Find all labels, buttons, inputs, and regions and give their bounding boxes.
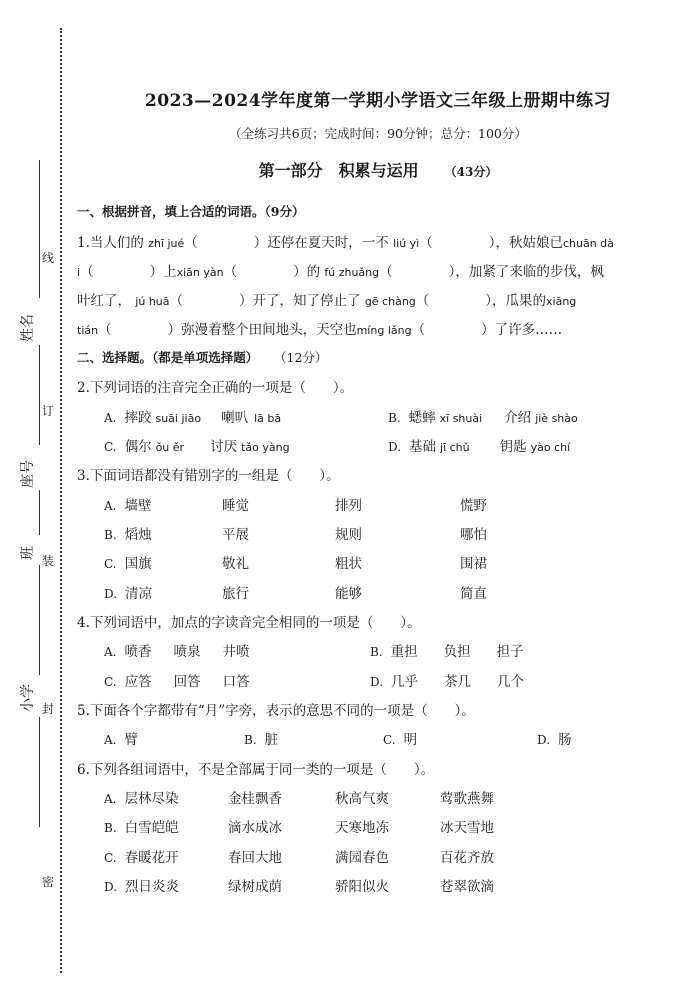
option-label: D.: [104, 587, 118, 601]
word: 喇叭: [221, 410, 249, 426]
pinyin: gē chàng: [364, 295, 416, 308]
word: 回答: [173, 674, 201, 690]
option-label: B.: [244, 733, 257, 747]
q2-option-d[interactable]: [388, 435, 570, 455]
section2-title: 二、选择题。（都是单项选择题）: [77, 350, 259, 365]
pinyin: jú huā: [135, 295, 170, 308]
word: 几个: [497, 674, 525, 690]
option-label: C.: [104, 557, 117, 571]
word: 满园春色: [335, 850, 389, 866]
s1-text: 的: [306, 264, 321, 280]
word: 慌野: [460, 498, 487, 514]
s1-line-4: tián（ ）弥漫着整个田间地头，天空也míng lǎng（ ）了许多……: [77, 322, 563, 338]
q4-option-c[interactable]: [104, 670, 250, 690]
option-label: D.: [370, 675, 384, 689]
pinyin: xiāng: [546, 295, 577, 308]
option-label: A.: [104, 411, 117, 425]
word: 脏: [264, 732, 279, 748]
word: 几乎: [391, 674, 419, 690]
option-label: C.: [104, 440, 117, 454]
seat-underline: [39, 345, 40, 445]
pinyin: jī chǔ: [440, 441, 470, 454]
word: 喷泉: [173, 644, 201, 660]
exam-subtitle: （全练习共6页；完成时间：90分钟；总分：100分）: [229, 126, 527, 141]
word: 骄阳似火: [335, 879, 389, 895]
part-score: （43分）: [444, 165, 498, 179]
q3-stem: 3.下面词语都没有错别字的一组是（ ）。: [77, 468, 340, 484]
q5-stem: 5.下面各个字都带有“月”字旁，表示的意思不同的一项是（ ）。: [77, 703, 475, 719]
class-underline: [39, 490, 40, 535]
word: 重担: [390, 644, 418, 660]
word: 围裙: [460, 556, 487, 572]
s1-text: ，瓜果的: [492, 293, 547, 309]
word: 平展: [222, 527, 249, 543]
q3-option-c[interactable]: [104, 552, 152, 572]
school-underline-2: [39, 717, 40, 827]
word: 井喷: [222, 644, 250, 660]
word: 绿树成荫: [228, 879, 282, 895]
q5-option-b[interactable]: [244, 728, 278, 748]
pinyin: ǒu ěr: [155, 441, 185, 454]
word: 敬礼: [222, 556, 249, 572]
binding-char-feng: 封: [42, 702, 55, 716]
option-label: D.: [388, 440, 402, 454]
option-label: C.: [104, 851, 117, 865]
s1-text: ，加紧了来临的步伐，枫: [455, 264, 604, 280]
q4-option-a[interactable]: [104, 640, 249, 660]
s1-text: 叶红了，: [77, 293, 131, 309]
option-label: A.: [104, 645, 117, 659]
s1-text: ，秋姑娘已: [495, 235, 563, 251]
binding-char-ding: 订: [42, 404, 55, 418]
name-underline: [39, 160, 40, 298]
word: 臂: [124, 732, 138, 748]
s1-line-1: 1.当人们的 zhī jué（ ）还停在夏天时，一不 liú yì（ ），秋姑娘已chuān dà: [77, 235, 614, 251]
word: 偶尔: [124, 439, 152, 455]
word: 钥匙: [499, 439, 527, 455]
pinyin: tián: [77, 324, 99, 337]
word: 清凉: [125, 586, 153, 602]
option-label: A.: [104, 733, 117, 747]
word: 蟋蟀: [408, 410, 436, 426]
word: 哪怕: [460, 527, 487, 543]
q2-option-c[interactable]: [104, 435, 290, 455]
word: 墙壁: [124, 498, 152, 514]
s1-line-2: i（ ）上xiān yàn（ ）的 fú zhuǎng（ ），加紧了来临的步伐，枫: [77, 264, 604, 280]
word: 睡觉: [222, 498, 249, 514]
q4-option-d[interactable]: [370, 670, 524, 690]
pinyin: míng lǎng: [356, 324, 412, 337]
word: 规则: [335, 527, 362, 543]
s1-text: 上: [163, 264, 177, 280]
word: 金桂飘香: [228, 791, 282, 807]
word: 层林尽染: [124, 791, 179, 807]
section1-heading: 一、根据拼音，填上合适的词语。（9分）: [77, 204, 305, 219]
word: 苍翠欲滴: [440, 879, 494, 895]
q4-option-b[interactable]: [370, 640, 524, 660]
s1-text: 了许多……: [494, 322, 563, 338]
pinyin: xiān yàn: [176, 266, 224, 279]
school-label: 小学: [20, 684, 36, 712]
school-underline: [39, 565, 40, 675]
s1-line-3: 叶红了， jú huā（ ）开了，知了停止了 gē chàng（ ），瓜果的xiāng: [77, 293, 577, 309]
q6-option-c[interactable]: [104, 846, 179, 866]
word: 简直: [460, 586, 487, 602]
q2-option-b[interactable]: [388, 406, 578, 426]
pinyin: tǎo yàng: [241, 441, 290, 454]
pinyin: zhī jué: [148, 237, 185, 250]
word: 冰天雪地: [440, 820, 494, 836]
word: 百花齐放: [440, 850, 494, 866]
pinyin: liú yì: [393, 237, 420, 250]
word: 春回大地: [228, 850, 282, 866]
q4-stem: 4.下列词语中，加点的字读音完全相同的一项是（ ）。: [77, 615, 421, 631]
option-label: B.: [388, 411, 401, 425]
class-label: 班: [20, 546, 36, 560]
word: 国旗: [124, 556, 152, 572]
binding-char-xian: 线: [42, 251, 55, 265]
seat-label: 座号: [20, 460, 36, 488]
part-heading: [68, 158, 688, 181]
word: 肠: [558, 732, 572, 748]
word: 明: [403, 732, 418, 748]
word: 喷香: [124, 644, 152, 660]
s1-text: 1.当人们的: [77, 235, 144, 251]
q6-stem: 6.下列各组词语中，不是全部属于同一类的一项是（ ）。: [77, 762, 435, 778]
q3-option-a[interactable]: [104, 494, 151, 514]
s1-text: 开了，知了停止了: [252, 293, 361, 309]
word: 负担: [443, 644, 471, 660]
option-label: C.: [104, 675, 117, 689]
option-label: A.: [104, 499, 117, 513]
word: 能够: [335, 586, 362, 602]
pinyin: jiè shào: [535, 412, 578, 425]
q6-option-b[interactable]: [104, 816, 179, 836]
word: 白雪皑皑: [124, 820, 179, 836]
q2-stem: 2.下列词语的注音完全正确的一项是（ ）。: [77, 380, 354, 396]
word: 滴水成冰: [228, 820, 282, 836]
section2-points: （12分）: [280, 350, 328, 365]
binding-char-zhuang: 装: [42, 554, 55, 568]
word: 烈日炎炎: [125, 879, 180, 895]
pinyin: yào chí: [530, 441, 571, 454]
word: 春暖花开: [124, 850, 179, 866]
word: 口答: [222, 674, 250, 690]
q5-option-c[interactable]: [383, 728, 417, 748]
pinyin: fú zhuǎng: [324, 266, 380, 279]
option-label: A.: [104, 792, 117, 806]
word: 旅行: [222, 586, 249, 602]
word: 讨厌: [210, 439, 238, 455]
q5-option-a[interactable]: [104, 728, 138, 748]
s1-text: 还停在夏天时，一不: [267, 235, 389, 251]
option-label: B.: [104, 528, 117, 542]
exam-title: 2023—2024学年度第一学期小学语文三年级上册期中练习: [144, 91, 612, 111]
option-label: D.: [537, 733, 551, 747]
part-title: 第一部分 积累与运用: [258, 161, 419, 180]
pinyin: xī shuài: [439, 412, 483, 425]
name-label: 姓名: [20, 314, 36, 342]
pinyin: suāi jiāo: [155, 412, 202, 425]
q6-option-a[interactable]: [104, 787, 178, 807]
binding-dotted-line: [60, 28, 62, 973]
q6-option-d[interactable]: [104, 875, 179, 895]
option-label: C.: [383, 733, 396, 747]
word: 秋高气爽: [335, 791, 389, 807]
section2-heading: [77, 348, 327, 366]
pinyin: chuān dà: [562, 237, 614, 250]
word: 天寒地冻: [335, 820, 389, 836]
word: 担子: [496, 644, 524, 660]
q3-option-b[interactable]: [104, 523, 152, 543]
word: 介绍: [504, 410, 532, 426]
q5-option-d[interactable]: [537, 728, 572, 748]
q3-option-d[interactable]: [104, 582, 152, 602]
word: 基础: [409, 439, 437, 455]
pinyin: i: [77, 266, 81, 279]
word: 粗状: [335, 556, 362, 572]
s1-text: 弥漫着整个田间地头，天空也: [181, 322, 357, 338]
word: 应答: [124, 674, 152, 690]
option-label: D.: [104, 880, 118, 894]
option-label: B.: [370, 645, 383, 659]
q2-option-a[interactable]: [104, 406, 281, 426]
word: 熖烛: [124, 527, 152, 543]
pinyin: lā bā: [254, 412, 282, 425]
option-label: B.: [104, 821, 117, 835]
word: 莺歌燕舞: [440, 791, 494, 807]
word: 排列: [335, 498, 362, 514]
word: 摔跤: [124, 410, 152, 426]
word: 茶几: [444, 674, 472, 690]
binding-char-mi: 密: [42, 875, 55, 889]
